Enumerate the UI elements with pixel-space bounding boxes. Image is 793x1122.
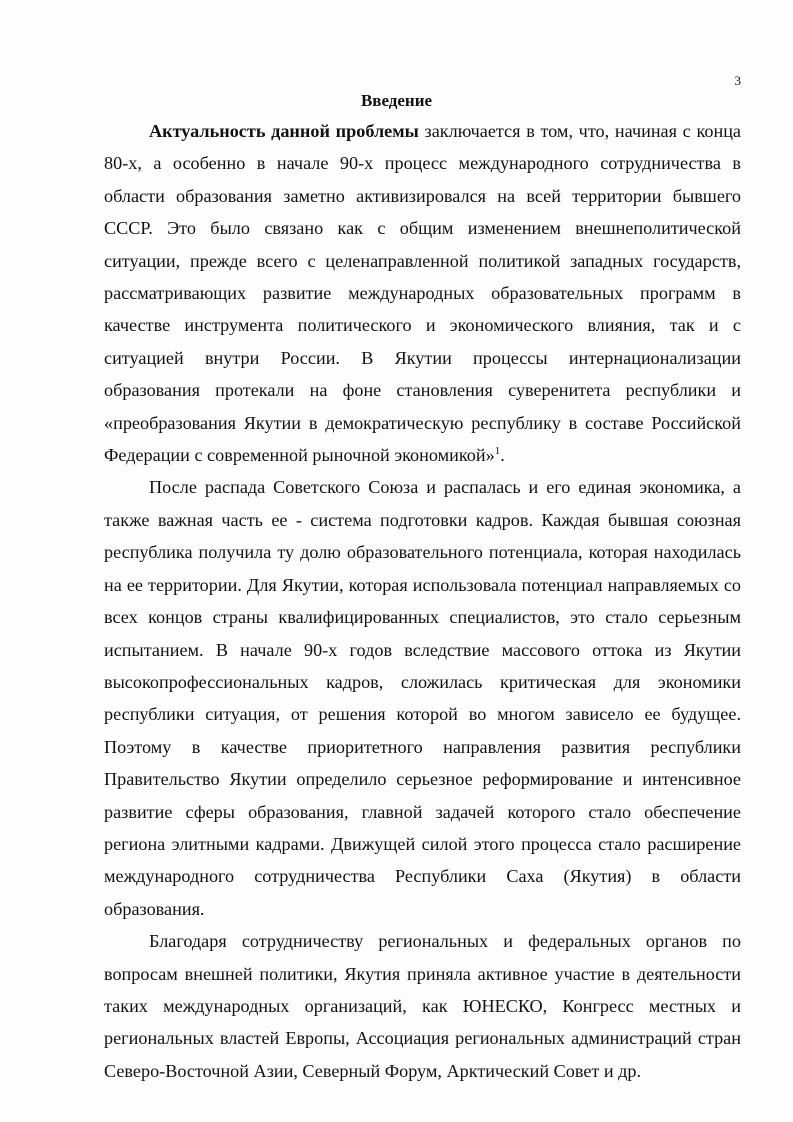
body-text xyxy=(104,115,741,1087)
paragraph-3: Благодаря сотрудничеству региональных и федеральных органов по вопросам внешней политики, Якутия приняла активное участие в деятельности таких международных организаций, как ЮНЕСКО, Конгресс местных и региональных властей Европы, Ассоциация региональных администраций стран Северо-Восточной Азии, Северный Форум, Арктический Совет и др. xyxy=(104,931,741,1081)
page-title: Введение xyxy=(360,91,433,110)
paragraph-2: После распада Советского Союза и распалась и его единая экономика, а также важная часть ее - система подготовки кадров. Каждая бывшая союзная республика получила ту долю образовательного потенциала, которая находилась на ее территории. Для Якутии, которая использовала потенциал направляемых со всех концов страны квалифицированных специалистов, это стало серьезным испытанием. В начале 90-х годов вследствие массового оттока из Якутии высокопрофессиональных кадров, сложилась критическая для экономики республики ситуация, от решения которой во многом зависело ее будущее. Поэтому в качестве приоритетного направления развития республики Правительство Якутии определило серьезное реформирование и интенсивное развитие сферы образования, главной задачей которого стало обеспечение региона элитными кадрами. Движущей силой этого процесса стало расширение международного сотрудничества Республики Саха (Якутия) в области образования. xyxy=(104,477,741,919)
footnote-marker: 1 xyxy=(494,445,501,457)
paragraph-text: заключается в том, что, начиная с конца 80-х, а особенно в начале 90-х процесс международного сотрудничества в области образования заметно активизировался на всей территории бывшего СССР. Это было связано как с общим изменением внешнеполитической ситуации, прежде всего с целенаправленной политикой западных государств, рассматривающих развитие международных образовательных программ в качестве инструмента политического и экономического влияния, так и с ситуацией внутри России. В Якутии процессы интернационализации образования протекали на фоне становления суверенитета республики и «преобразования Якутии в демократическую республику в составе Российской Федерации с современной рыночной экономикой» xyxy=(104,121,741,466)
paragraph-1 xyxy=(104,115,741,471)
page-number: 3 xyxy=(734,73,741,88)
paragraph-lead: Актуальность данной проблемы xyxy=(149,121,419,141)
paragraph-tail: . xyxy=(500,445,505,466)
